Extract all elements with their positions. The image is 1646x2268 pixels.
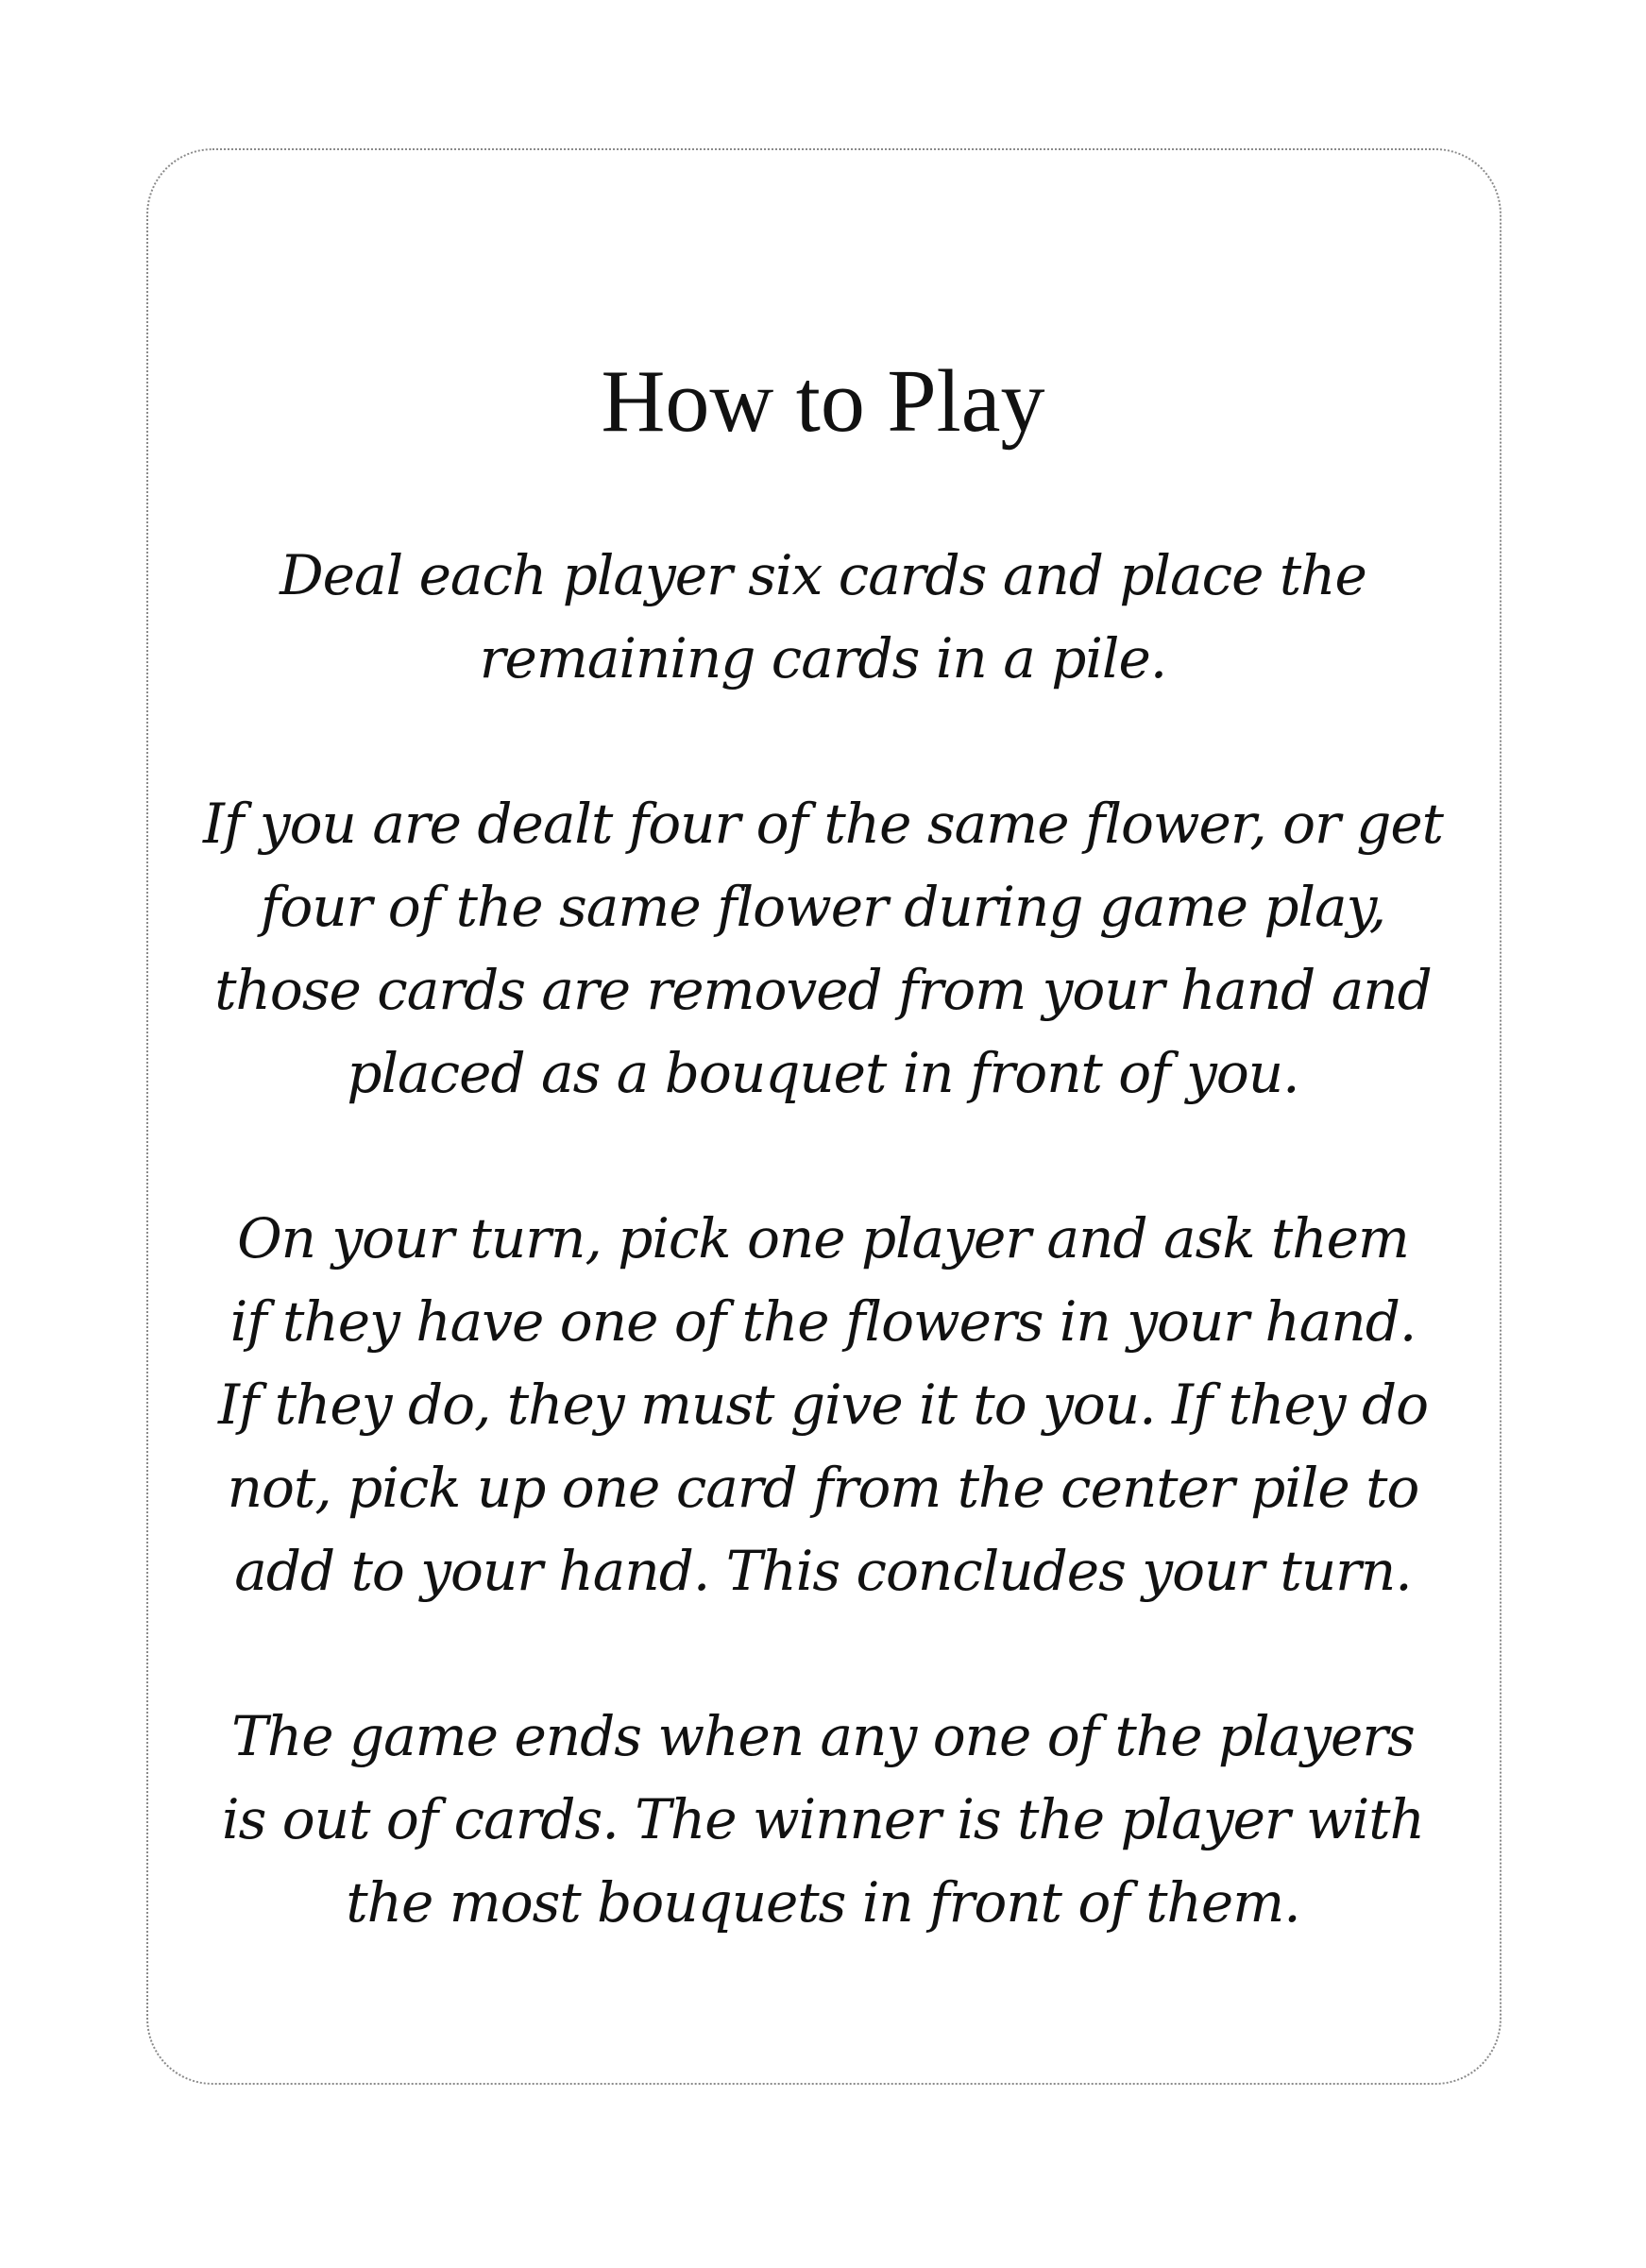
rule-line: If you are dealt four of the same flower, or get — [203, 792, 1443, 856]
rule-line: Deal each player six cards and place the — [280, 543, 1366, 607]
rules-text — [0, 534, 1646, 2026]
rule-paragraph-turn — [0, 1197, 1646, 1612]
rule-line: add to your hand. This concludes your turn. — [234, 1539, 1412, 1603]
rule-line: if they have one of the flowers in your hand. — [229, 1289, 1417, 1354]
rule-line: those cards are removed from your hand and — [214, 958, 1432, 1022]
rule-line: The game ends when any one of the players — [231, 1704, 1415, 1768]
rule-line: the most bouquets in front of them. — [346, 1870, 1300, 1935]
rule-line: is out of cards. The winner is the player with — [222, 1787, 1424, 1851]
rule-line: four of the same flower during game play, — [260, 875, 1386, 939]
card-title: How to Play — [601, 352, 1045, 451]
rule-paragraph-bouquet — [0, 782, 1646, 1115]
rule-line: remaining cards in a pile. — [479, 626, 1167, 691]
rule-line: If they do, they must give it to you. If they do — [217, 1373, 1429, 1437]
rule-paragraph-setup — [0, 534, 1646, 700]
rule-line: not, pick up one card from the center pile to — [227, 1456, 1419, 1520]
rule-line: On your turn, pick one player and ask them — [237, 1206, 1409, 1270]
rule-line: placed as a bouquet in front of you. — [347, 1041, 1299, 1105]
rule-paragraph-end — [0, 1695, 1646, 1944]
